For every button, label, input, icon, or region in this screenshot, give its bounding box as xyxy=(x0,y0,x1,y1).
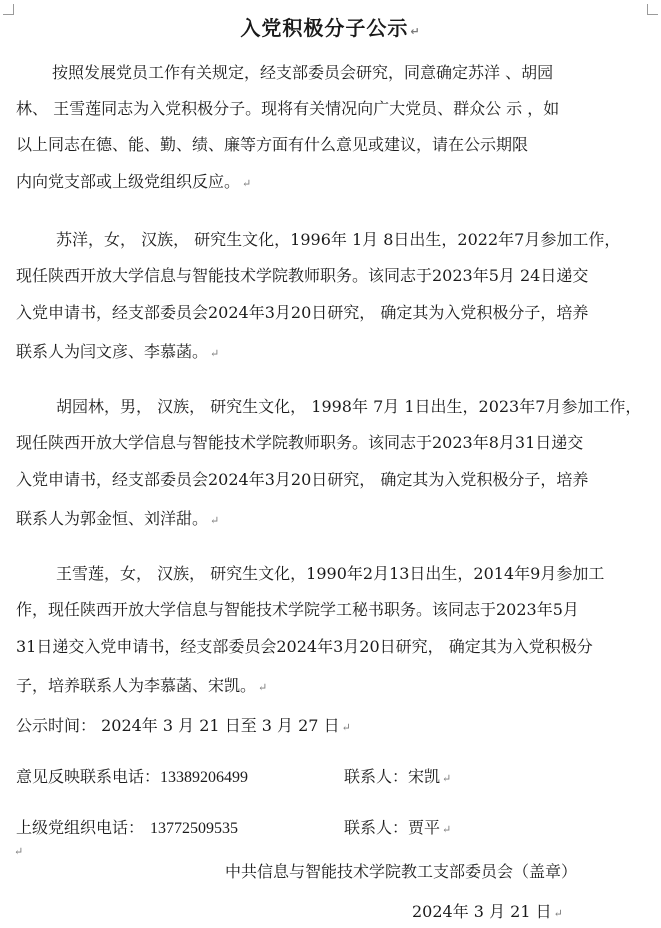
signature-organization: 中共信息与智能技术学院教工支部委员会（盖章） xyxy=(225,862,578,881)
superior-phone xyxy=(16,818,238,839)
paragraph-mark-icon: ↵ xyxy=(210,347,220,360)
intro-line-4-text: 内向党支部或上级党组织反应。 xyxy=(16,172,241,191)
intro-line-3: 以上同志在德、能、勤、绩、廉等方面有什么意见或建议，请在公示期限 xyxy=(16,135,529,154)
signature-date-text: 2024年 3 月 21 日 xyxy=(412,902,552,921)
intro-line-2: 林、 王雪莲同志为入党积极分子。现将有关情况向广大党员、群众公 示 ，如 xyxy=(16,99,560,118)
candidate-1-line-2: 现任陕西开放大学信息与智能技术学院教师职务。该同志于2023年5月 24日递交 xyxy=(16,266,589,285)
candidate-1-line-3: 入党申请书，经支部委员会2024年3月20日研究， 确定其为入党积极分子，培养 xyxy=(16,303,589,322)
candidate-2-line-2: 现任陕西开放大学信息与智能技术学院教师职务。该同志于2023年8月31日递交 xyxy=(16,433,584,452)
superior-phone-label: 上级党组织电话： xyxy=(16,818,145,837)
candidate-3-line-4 xyxy=(16,676,267,698)
paragraph-mark-icon: ↵ xyxy=(341,721,351,734)
candidate-2-line-4 xyxy=(16,509,219,531)
superior-contact-label: 联系人： xyxy=(344,818,409,837)
paragraph-mark-icon: ↵ xyxy=(242,177,252,190)
superior-phone-number: 13772509535 xyxy=(150,820,239,837)
candidate-3-line-3: 31日递交入党申请书，经支部委员会2024年3月20日研究， 确定其为入党积极分 xyxy=(16,637,593,656)
candidate-3-line-2: 作，现任陕西开放大学信息与智能技术学院学工秘书职务。该同志于2023年5月 xyxy=(16,600,579,619)
paragraph-mark-icon: ↵ xyxy=(258,681,268,694)
intro-line-4 xyxy=(16,172,251,194)
candidate-2-line-4-text: 联系人为郭金恒、刘洋甜。 xyxy=(16,509,209,528)
paragraph-mark-icon: ↵ xyxy=(442,772,452,785)
candidate-3-line-4-text: 子，培养联系人为李慕菡、宋凯。 xyxy=(16,676,257,695)
paragraph-mark-icon: ↵ xyxy=(553,907,563,920)
candidate-1-line-1: 苏洋，女， 汉族， 研究生文化，1996年 1月 8日出生，2022年7月参加工作， xyxy=(56,230,621,249)
superior-contact-name: 贾平 xyxy=(408,818,441,837)
candidate-1-line-4 xyxy=(16,342,219,364)
candidate-1-line-4-text: 联系人为闫文彦、李慕菡。 xyxy=(16,342,209,361)
paragraph-mark-icon: ↵ xyxy=(14,845,24,858)
notice-title-text: 入党积极分子公示 xyxy=(240,16,409,40)
notice-title xyxy=(0,12,661,41)
feedback-phone-number: 13389206499 xyxy=(160,769,249,786)
feedback-contact xyxy=(344,767,451,789)
feedback-phone-label: 意见反映联系电话： xyxy=(16,767,161,786)
candidate-2-line-3: 入党申请书，经支部委员会2024年3月20日研究， 确定其为入党积极分子，培养 xyxy=(16,470,589,489)
paragraph-mark-icon: ↵ xyxy=(442,823,452,836)
feedback-contact-name: 宋凯 xyxy=(408,767,441,786)
empty-paragraph xyxy=(12,840,23,862)
publicity-period xyxy=(16,716,351,738)
candidate-2-line-1: 胡园林，男， 汉族， 研究生文化， 1998年 7月 1日出生，2023年7月参加工作， xyxy=(56,397,642,416)
candidate-3-line-1: 王雪莲，女， 汉族， 研究生文化，1990年2月13日出生，2014年9月参加工 xyxy=(56,564,605,583)
paragraph-mark-icon: ↵ xyxy=(410,25,421,38)
superior-contact xyxy=(344,818,451,840)
feedback-contact-label: 联系人： xyxy=(344,767,409,786)
publicity-period-text: 公示时间： 2024年 3 月 21 日至 3 月 27 日 xyxy=(16,716,340,735)
intro-line-1: 按照发展党员工作有关规定，经支部委员会研究，同意确定苏洋 、胡园 xyxy=(52,63,554,82)
signature-date xyxy=(412,902,563,924)
feedback-phone xyxy=(16,767,248,788)
paragraph-mark-icon: ↵ xyxy=(210,514,220,527)
